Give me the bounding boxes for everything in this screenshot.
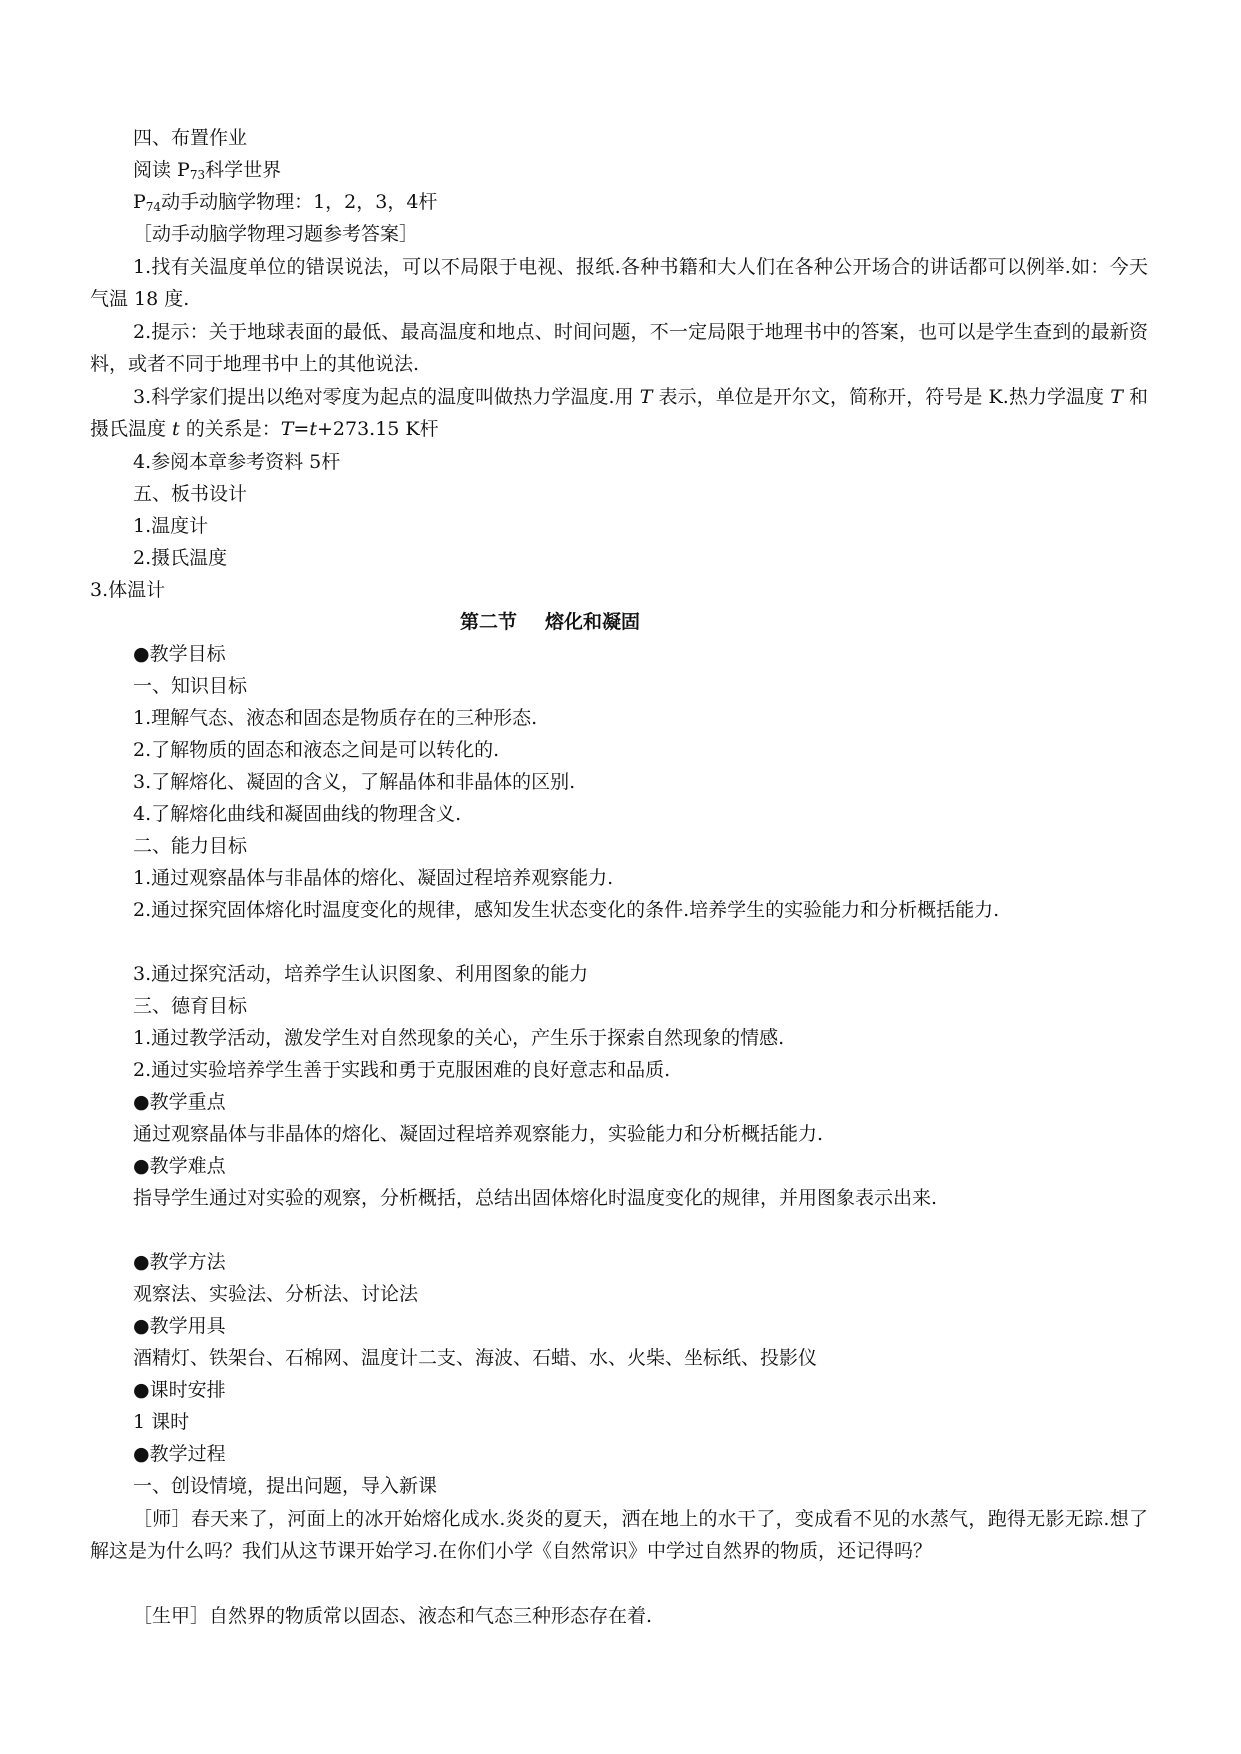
- ability-goal-1: 1.通过观察晶体与非晶体的熔化、凝固过程培养观察能力.: [133, 867, 614, 889]
- teacher-dialogue: ［师］春天来了，河面上的冰开始熔化成水.炎炎的夏天，洒在地上的水干了，变成看不见的水蒸气，跑得无影无踪.想了解这是为什么吗？我们从这节课开始学习.在你们小学《自然常识》中学过自然界的物质，还记得吗？: [90, 1508, 1148, 1562]
- tools-text: 酒精灯、铁架台、石棉网、温度计二支、海波、石蜡、水、火柴、坐标纸、投影仪: [133, 1347, 818, 1369]
- difficulties-text: 指导学生通过对实验的观察，分析概括，总结出固体熔化时温度变化的规律，并用图象表示出来.: [133, 1187, 938, 1209]
- key-points-text: 通过观察晶体与非晶体的熔化、凝固过程培养观察能力，实验能力和分析概括能力.: [133, 1123, 824, 1145]
- heading-key-points: ●教学重点: [133, 1091, 226, 1113]
- methods-text: 观察法、实验法、分析法、讨论法: [133, 1283, 419, 1305]
- reading-assignment: 阅读 $P_{73}$科学世界: [133, 159, 282, 182]
- board-item-1: 1.温度计: [133, 515, 209, 537]
- ability-goal-3: 3.通过探究活动，培养学生认识图象、利用图象的能力: [133, 963, 589, 985]
- heading-methods: ●教学方法: [133, 1251, 226, 1273]
- heading-moral-goals: 三、德育目标: [133, 995, 248, 1017]
- answer-paragraph-2: 2.提示：关于地球表面的最低、最高温度和地点、时间问题，不一定局限于地理书中的答案，也可以是学生查到的最新资料，或者不同于地理书中上的其他说法.: [90, 321, 1148, 375]
- heading-ability-goals: 二、能力目标: [133, 835, 248, 857]
- answers-heading: ［动手动脑学物理习题参考答案］: [133, 223, 419, 245]
- exercise-assignment: $P_{74}$动手动脑学物理：1，2，3，4杆: [133, 191, 438, 214]
- section-heading-board-design: 五、板书设计: [133, 483, 248, 505]
- heading-tools: ●教学用具: [133, 1315, 226, 1337]
- section-heading-homework: 四、布置作业: [133, 127, 248, 149]
- section-title: 第二节 熔化和凝固: [459, 611, 641, 633]
- ability-goal-2: 2.通过探究固体熔化时温度变化的规律，感知发生状态变化的条件.培养学生的实验能力和分析概括能力.: [133, 899, 1000, 921]
- knowledge-goal-4: 4.了解熔化曲线和凝固曲线的物理含义.: [133, 803, 462, 825]
- process-step-1: 一、创设情境，提出问题，导入新课: [133, 1475, 438, 1497]
- moral-goal-2: 2.通过实验培养学生善于实践和勇于克服困难的良好意志和品质.: [133, 1059, 671, 1081]
- answer-4: 4.参阅本章参考资料 5杆: [133, 451, 341, 473]
- knowledge-goal-1: 1.理解气态、液态和固态是物质存在的三种形态.: [133, 707, 538, 729]
- heading-teaching-goals: ●教学目标: [133, 643, 226, 665]
- board-item-3: 3.体温计: [90, 579, 166, 601]
- moral-goal-1: 1.通过教学活动，激发学生对自然现象的关心，产生乐于探索自然现象的情感.: [133, 1027, 785, 1049]
- heading-knowledge-goals: 一、知识目标: [133, 675, 248, 697]
- schedule-text: 1 课时: [133, 1411, 190, 1433]
- heading-difficulties: ●教学难点: [133, 1155, 226, 1177]
- knowledge-goal-3: 3.了解熔化、凝固的含义，了解晶体和非晶体的区别.: [133, 771, 576, 793]
- answer-paragraph-3: 3.科学家们提出以绝对零度为起点的温度叫做热力学温度.用 T 表示，单位是开尔文，简称开，符号是 K.热力学温度 T 和摄氏温度 t 的关系是：T=t+273.15 K杆: [90, 386, 1149, 440]
- heading-process: ●教学过程: [133, 1443, 226, 1465]
- student-dialogue: ［生甲］自然界的物质常以固态、液态和气态三种形态存在着.: [133, 1605, 653, 1627]
- knowledge-goal-2: 2.了解物质的固态和液态之间是可以转化的.: [133, 739, 500, 761]
- heading-schedule: ●课时安排: [133, 1379, 226, 1401]
- answer-paragraph-1: 1.找有关温度单位的错误说法，可以不局限于电视、报纸.各种书籍和大人们在各种公开场合的讲话都可以例举.如：今天气温 18 度.: [90, 256, 1148, 310]
- board-item-2: 2.摄氏温度: [133, 547, 228, 569]
